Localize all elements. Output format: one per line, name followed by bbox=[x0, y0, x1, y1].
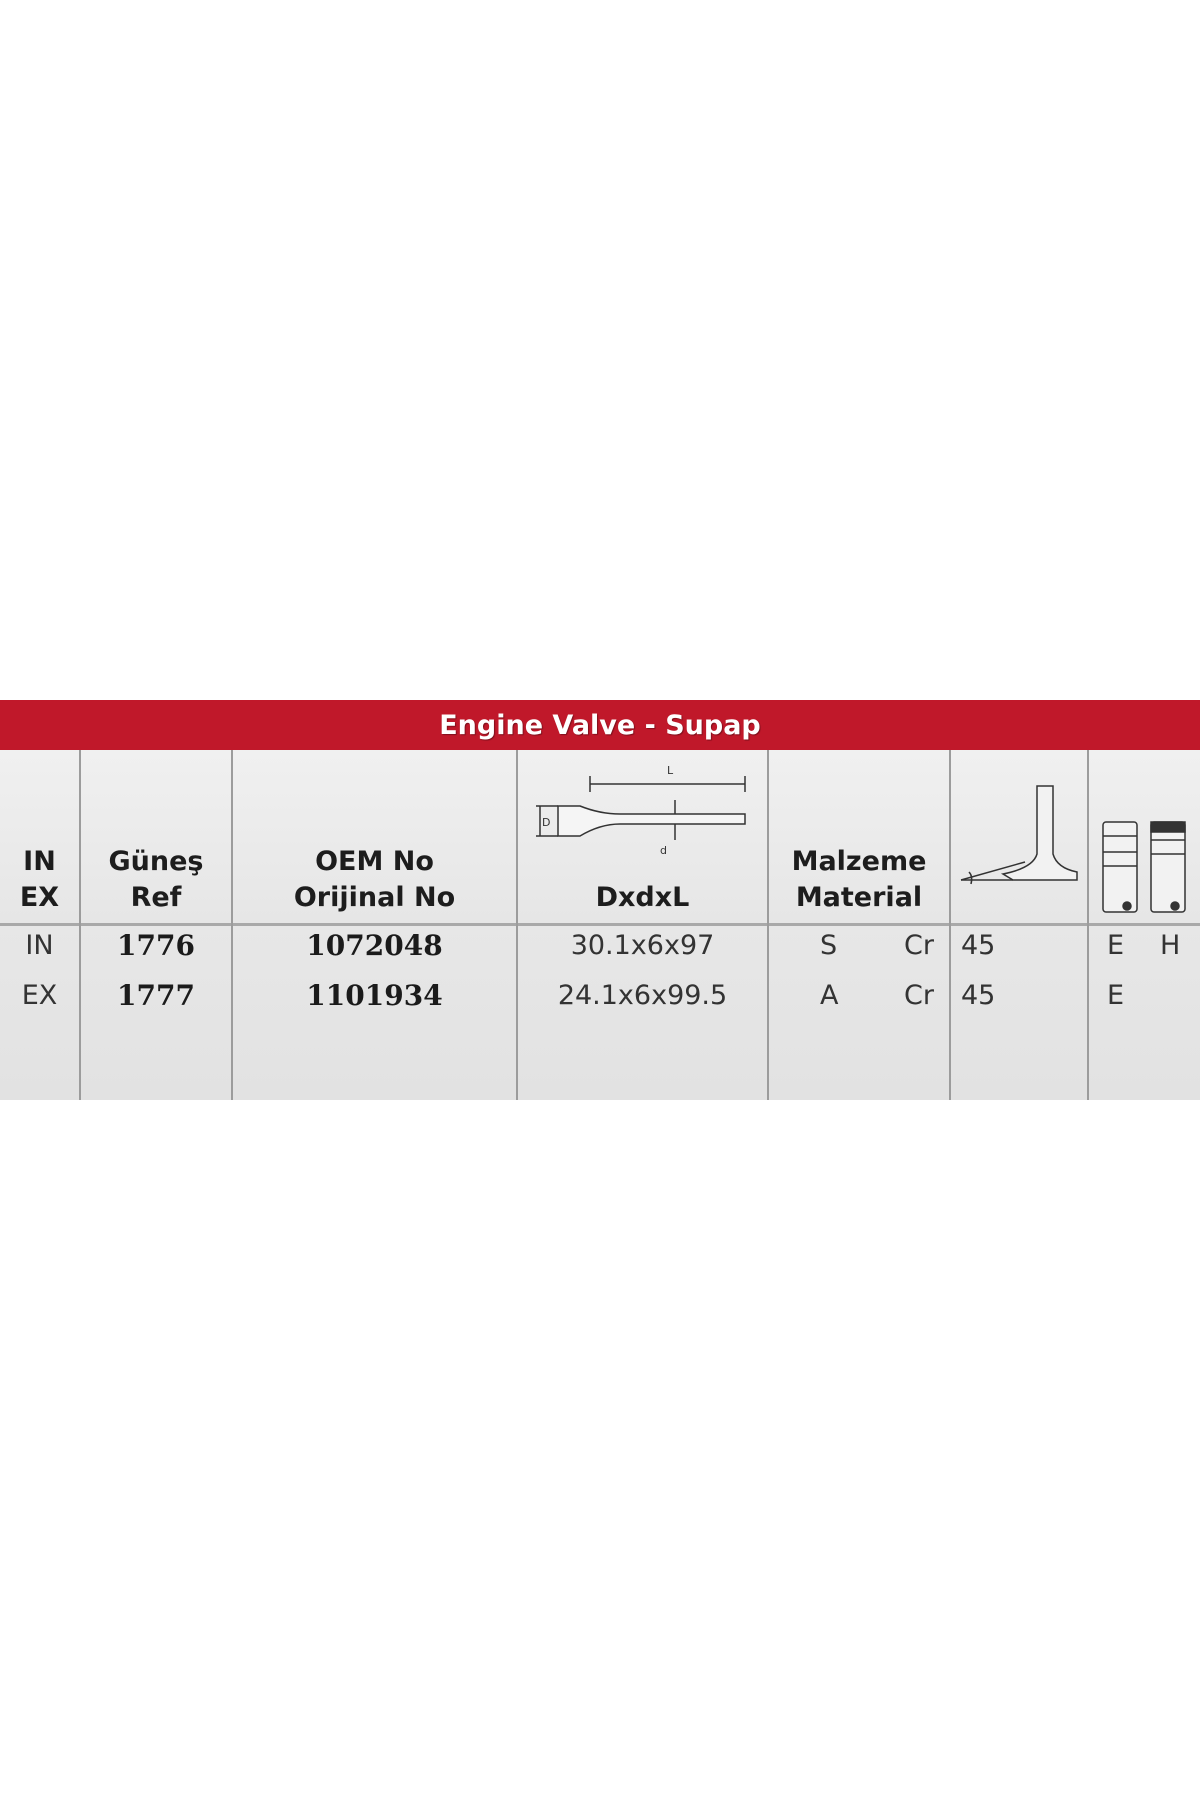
header-ex-label: EX bbox=[19, 882, 60, 913]
header-ref-line1: Güneş bbox=[108, 846, 204, 877]
cell-material: S bbox=[820, 930, 838, 961]
cell-groove: E bbox=[1107, 980, 1125, 1011]
table-title: Engine Valve - Supap bbox=[0, 700, 1200, 750]
cell-groove: E bbox=[1107, 930, 1125, 961]
cell-coating: Cr bbox=[904, 930, 934, 961]
cell-type: IN bbox=[25, 930, 54, 961]
cell-extra: H bbox=[1160, 930, 1181, 961]
header-oem-no bbox=[233, 750, 516, 926]
diagram-label-L: L bbox=[667, 764, 674, 777]
diagram-label-D: D bbox=[542, 816, 551, 829]
cell-ref: 1777 bbox=[117, 979, 195, 1012]
header-ref-line2: Ref bbox=[130, 882, 182, 913]
header-dims-label: DxdxL bbox=[595, 882, 690, 913]
cell-dims: 24.1x6x99.5 bbox=[557, 980, 728, 1011]
engine-valve-table bbox=[0, 700, 1200, 1100]
valve-seat-angle-icon bbox=[955, 780, 1085, 910]
header-material bbox=[769, 750, 949, 926]
table-row bbox=[0, 926, 1200, 966]
header-oem-line1: OEM No bbox=[315, 846, 434, 877]
cell-material: A bbox=[820, 980, 839, 1011]
header-in-ex bbox=[0, 750, 79, 926]
column-divider bbox=[949, 750, 951, 1100]
cell-dims: 30.1x6x97 bbox=[570, 930, 715, 961]
diagram-label-d: d bbox=[660, 844, 667, 857]
cell-angle: 45 bbox=[961, 930, 996, 961]
valve-dimension-diagram bbox=[530, 758, 760, 868]
header-material-line1: Malzeme bbox=[791, 846, 927, 877]
cell-oem: 1072048 bbox=[306, 929, 443, 962]
cell-type: EX bbox=[21, 980, 58, 1011]
valve-groove-types-icon bbox=[1097, 818, 1197, 918]
cell-ref: 1776 bbox=[117, 929, 195, 962]
valve-outline bbox=[558, 806, 745, 836]
table-grid bbox=[0, 750, 1200, 1100]
cell-angle: 45 bbox=[961, 980, 996, 1011]
table-row bbox=[0, 976, 1200, 1016]
header-material-line2: Material bbox=[795, 882, 923, 913]
header-in-label: IN bbox=[23, 846, 56, 877]
header-gunes-ref bbox=[81, 750, 231, 926]
cell-coating: Cr bbox=[904, 980, 934, 1011]
header-oem-line2: Orijinal No bbox=[293, 882, 456, 913]
cell-oem: 1101934 bbox=[306, 979, 443, 1012]
column-divider bbox=[1087, 750, 1089, 1100]
